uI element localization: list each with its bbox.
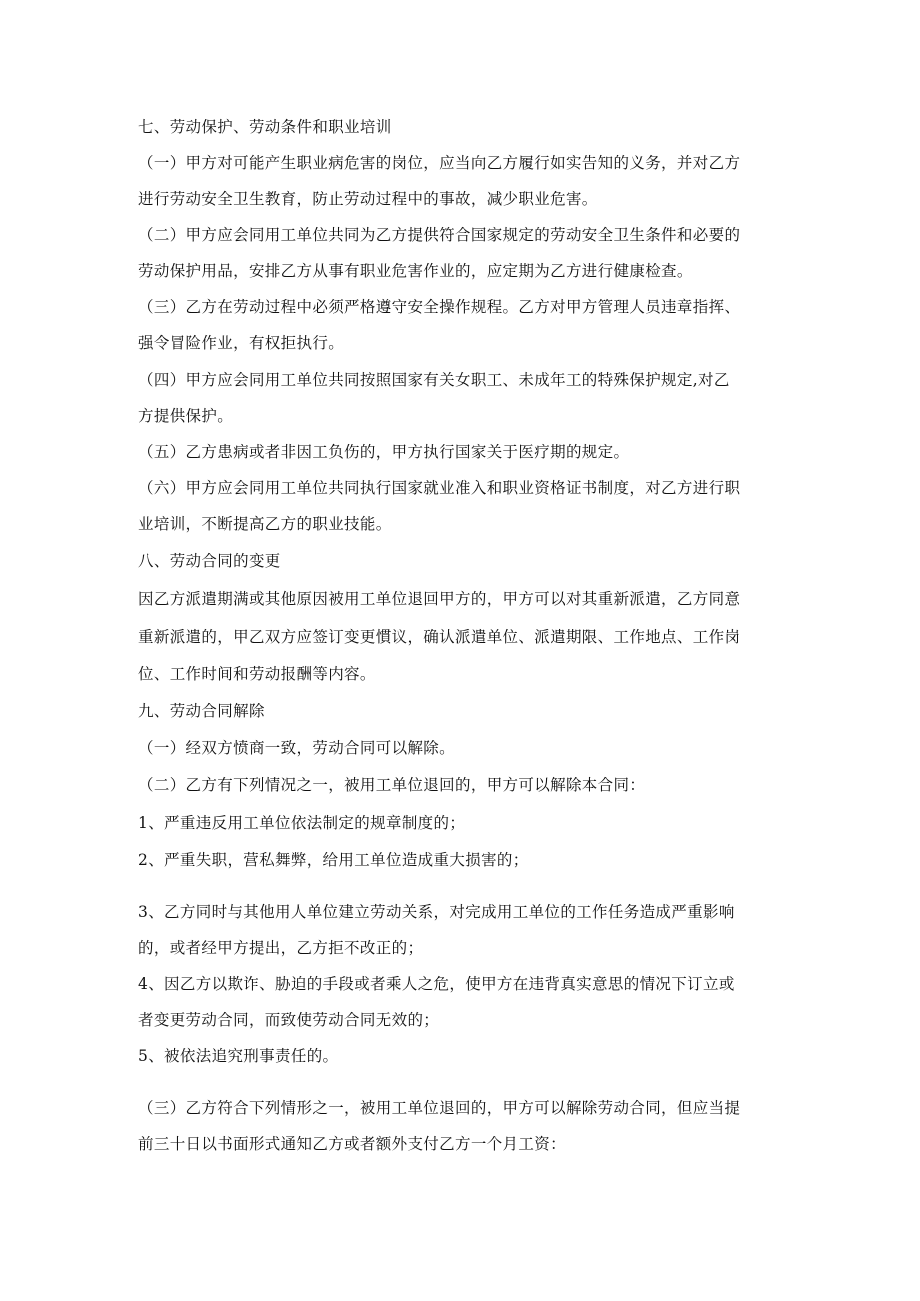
paragraph-line: 重新派遣的，甲乙双方应签订变更慣议，确认派遣单位、派遣期限、工作地点、工作岗: [138, 628, 741, 646]
paragraph-line: （五）乙方患病或者非因工负伤的，甲方执行国家关于医疗期的规定。: [138, 443, 630, 461]
paragraph-line: 劳动保护用品，安排乙方从事有职业危害作业的，应定期为乙方进行健康检查。: [138, 262, 693, 280]
list-item: 4、因乙方以欺诈、胁迫的手段或者乘人之危，使甲方在违背真实意思的情况下订立或: [138, 975, 735, 993]
paragraph-line: 位、工作时间和劳动报酬等内容。: [138, 665, 376, 683]
section-heading-7: 七、劳动保护、劳动条件和职业培训: [138, 118, 392, 136]
paragraph-line: 的，或者经甲方提出，乙方拒不改正的；: [138, 939, 424, 957]
paragraph-line: （一）甲方对可能产生职业病危害的岗位，应当向乙方履行如实告知的义务，并对乙方: [138, 154, 741, 172]
paragraph-line: 方提供保护。: [138, 407, 234, 425]
paragraph-line: （二）乙方有下列情况之一，被用工单位退回的，甲方可以解除本合同：: [138, 776, 646, 794]
paragraph-line: （三）乙方符合下列情形之一，被用工单位退回的，甲方可以解除劳动合同，但应当提: [138, 1099, 741, 1117]
paragraph-line: （一）经双方愤商一致，劳动合同可以解除。: [138, 739, 456, 757]
paragraph-line: 强令冒险作业，有权拒执行。: [138, 334, 345, 352]
list-item: 5、被依法追究刑事责任的。: [138, 1047, 339, 1065]
list-item: 3、乙方同时与其他用人单位建立劳动关系，对完成用工单位的工作任务造成严重影响: [138, 903, 735, 921]
paragraph-line: 进行劳动安全卫生教育，防止劳动过程中的事故，减少职业危害。: [138, 190, 598, 208]
paragraph-line: （六）甲方应会同用工单位共同执行国家就业准入和职业资格证书制度，对乙方进行职: [138, 479, 741, 497]
list-item: 2、严重失职，营私舞弊，给用工单位造成重大损害的；: [138, 851, 529, 869]
paragraph-line: （三）乙方在劳动过程中必须严格遵守安全操作规程。乙方对甲方管理人员违章指挥、: [138, 298, 741, 316]
paragraph-line: （四）甲方应会同用工单位共同按照国家有关女职工、未成年工的特殊保护规定,对乙: [138, 371, 730, 389]
list-item: 1、严重违反用工单位依法制定的规章制度的；: [138, 814, 466, 832]
section-heading-9: 九、劳动合同解除: [138, 702, 265, 720]
paragraph-line: 业培训，不断提高乙方的职业技能。: [138, 515, 392, 533]
section-heading-8: 八、劳动合同的变更: [138, 552, 281, 570]
paragraph-line: （二）甲方应会同用工单位共同为乙方提供符合国家规定的劳动安全卫生条件和必要的: [138, 226, 741, 244]
paragraph-line: 者变更劳动合同，而致使劳动合同无效的；: [138, 1011, 440, 1029]
paragraph-line: 因乙方派遣期满或其他原因被用工单位退回甲方的，甲方可以对其重新派遣，乙方同意: [138, 590, 741, 608]
paragraph-line: 前三十日以书面形式通知乙方或者额外支付乙方一个月工资：: [138, 1135, 566, 1153]
